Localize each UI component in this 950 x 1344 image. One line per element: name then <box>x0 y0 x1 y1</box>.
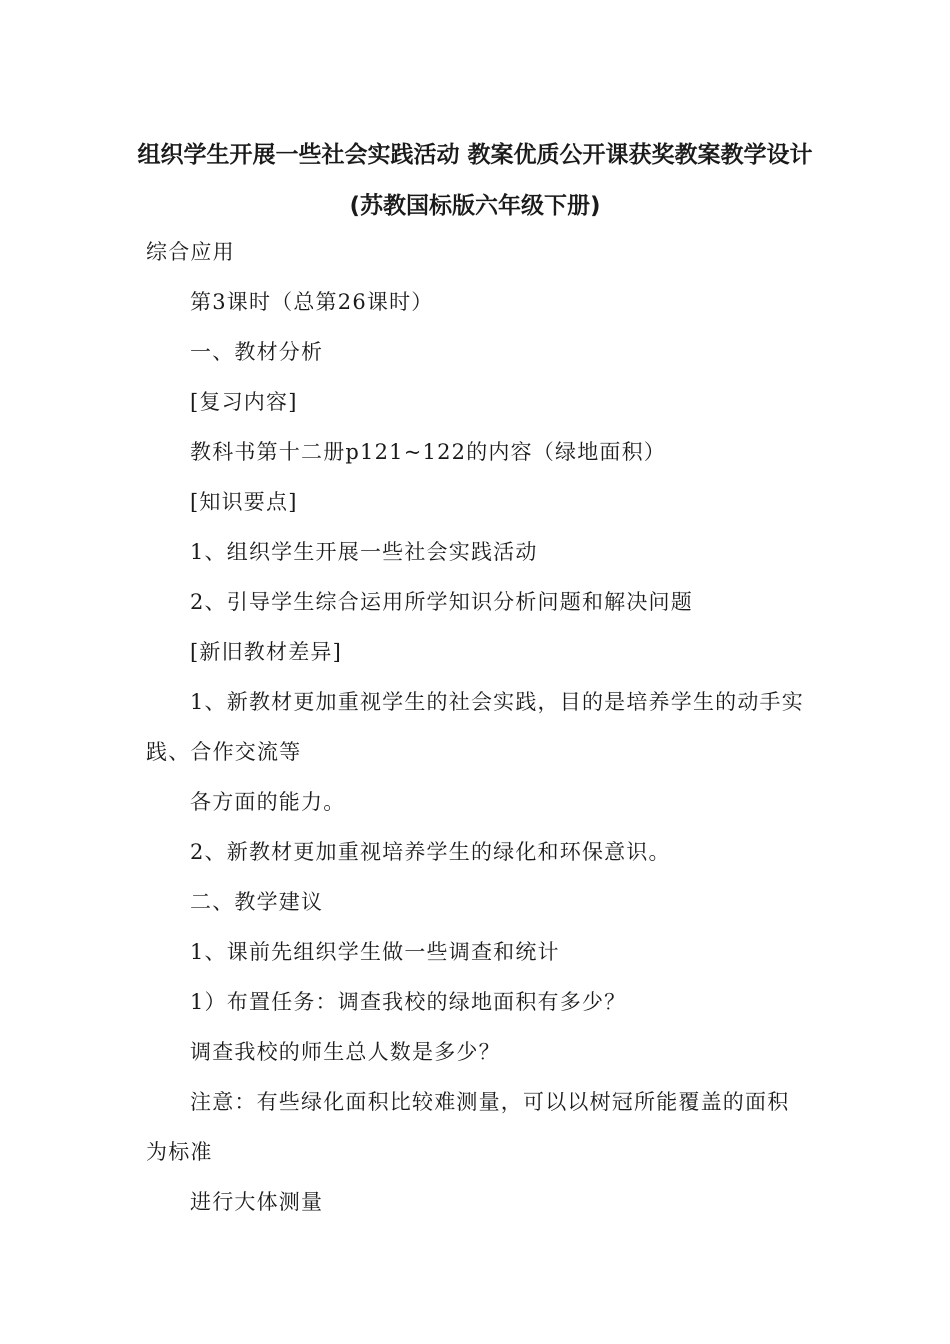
paragraph: 调查我校的师生总人数是多少？ <box>190 1040 501 1064</box>
paragraph: 2、引导学生综合运用所学知识分析问题和解决问题 <box>190 590 693 614</box>
paragraph: 践、合作交流等 <box>146 740 302 764</box>
section-heading: 综合应用 <box>146 240 235 264</box>
paragraph: [知识要点] <box>190 490 298 514</box>
paragraph: [新旧教材差异] <box>190 640 342 664</box>
paragraph: 第3课时（总第26课时） <box>190 290 434 314</box>
paragraph: 各方面的能力。 <box>190 790 346 814</box>
document-subtitle: (苏教国标版六年级下册) <box>349 193 601 219</box>
paragraph: 进行大体测量 <box>190 1190 324 1214</box>
paragraph: 注意：有些绿化面积比较难测量，可以以树冠所能覆盖的面积 <box>190 1090 790 1114</box>
section-heading: 二、教学建议 <box>190 890 324 914</box>
section-heading: 一、教材分析 <box>190 340 324 364</box>
paragraph: 为标准 <box>146 1140 213 1164</box>
paragraph: 教科书第十二册p121~122的内容（绿地面积） <box>190 440 667 464</box>
paragraph: 2、新教材更加重视培养学生的绿化和环保意识。 <box>190 840 671 864</box>
paragraph: 1）布置任务：调查我校的绿地面积有多少？ <box>190 990 627 1014</box>
document-title: 组织学生开展一些社会实践活动 教案优质公开课获奖教案教学设计 <box>137 142 813 168</box>
paragraph: 1、课前先组织学生做一些调查和统计 <box>190 940 560 964</box>
paragraph: [复习内容] <box>190 390 298 414</box>
paragraph: 1、新教材更加重视学生的社会实践，目的是培养学生的动手实 <box>190 690 804 714</box>
paragraph: 1、组织学生开展一些社会实践活动 <box>190 540 538 564</box>
